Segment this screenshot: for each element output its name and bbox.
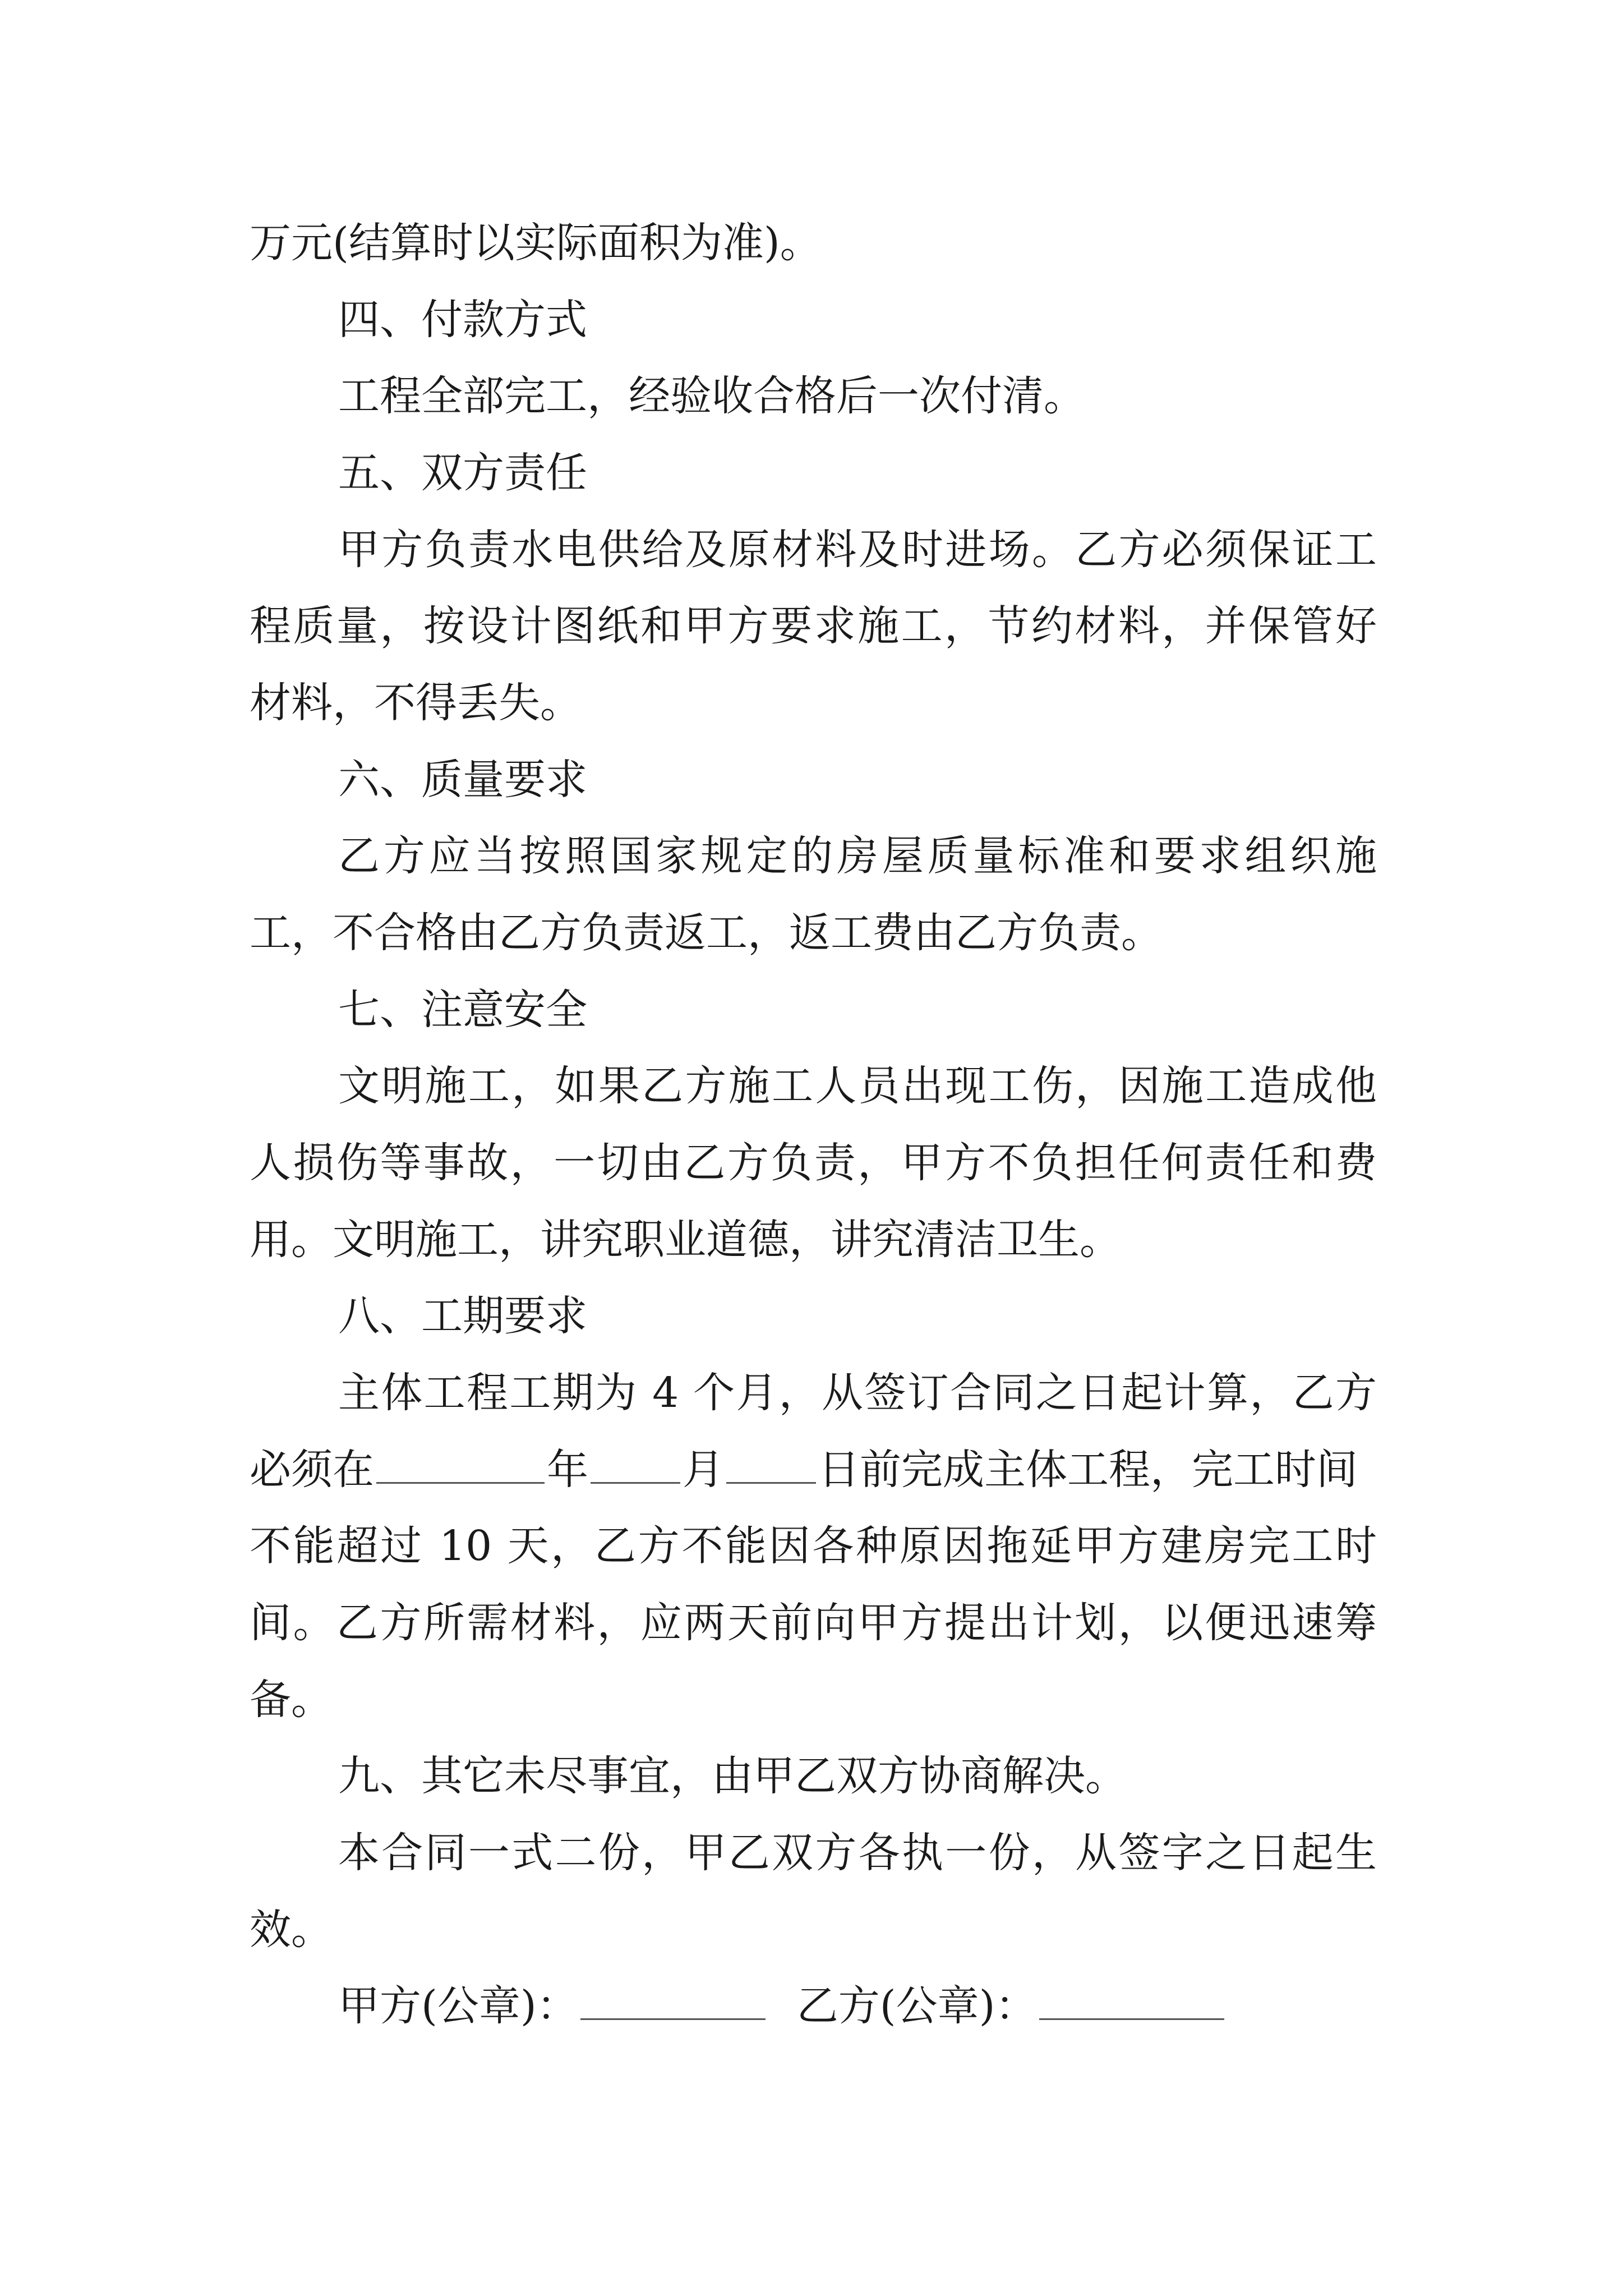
party-b-label: 乙方(公章)： (796, 1982, 1037, 2030)
section-heading-other: 九、其它未尽事宜，由甲乙双方协商解决。 (338, 1752, 1127, 1800)
paragraph-line: 效。 (250, 1906, 333, 1954)
paragraph-line: 人损伤等事故，一切由乙方负责，甲方不负担任何责任和费 (250, 1139, 1377, 1187)
paragraph-line-with-blanks (250, 1442, 1358, 1498)
paragraph-line: 甲方负责水电供给及原材料及时进场。乙方必须保证工 (338, 526, 1377, 574)
party-b-signature-blank[interactable] (1039, 1979, 1224, 2020)
paragraph-line: 文明施工，如果乙方施工人员出现工伤，因施工造成他 (338, 1062, 1377, 1110)
paragraph-line: 不能超过 10 天，乙方不能因各种原因拖延甲方建房完工时 (250, 1522, 1377, 1570)
signature-line (338, 1978, 1227, 2034)
paragraph-line: 材料，不得丢失。 (250, 679, 582, 727)
section-heading-quality: 六、质量要求 (338, 756, 587, 804)
paragraph-line: 万元(结算时以实际面积为准)。 (250, 219, 822, 267)
line-text: 日前完成主体工程，完工时间 (818, 1446, 1358, 1494)
paragraph-line: 工程全部完工，经验收合格后一次付清。 (338, 372, 1085, 420)
party-a-label: 甲方(公章)： (338, 1982, 578, 2030)
paragraph-line: 乙方应当按照国家规定的房屋质量标准和要求组织施 (338, 832, 1377, 880)
section-heading-payment: 四、付款方式 (338, 296, 587, 344)
paragraph-line: 间。乙方所需材料，应两天前向甲方提出计划，以便迅速筹 (250, 1599, 1377, 1647)
party-a-signature-blank[interactable] (580, 1979, 766, 2020)
line-text: 年 (547, 1446, 588, 1494)
line-text: 月 (683, 1446, 724, 1494)
paragraph-line: 程质量，按设计图纸和甲方要求施工，节约材料，并保管好 (250, 602, 1377, 650)
section-heading-schedule: 八、工期要求 (338, 1292, 587, 1340)
paragraph-line: 主体工程工期为 4 个月，从签订合同之日起计算，乙方 (338, 1369, 1377, 1417)
month-blank[interactable] (591, 1443, 680, 1484)
paragraph-line: 本合同一式二份，甲乙双方各执一份，从签字之日起生 (338, 1829, 1377, 1877)
paragraph-line: 用。文明施工，讲究职业道德，讲究清洁卫生。 (250, 1216, 1121, 1264)
line-text: 必须在 (250, 1446, 374, 1494)
day-blank[interactable] (726, 1443, 816, 1484)
paragraph-line: 工，不合格由乙方负责返工，返工费由乙方负责。 (250, 909, 1163, 957)
paragraph-line: 备。 (250, 1676, 333, 1724)
year-blank[interactable] (376, 1443, 545, 1484)
section-heading-safety: 七、注意安全 (338, 986, 587, 1034)
section-heading-responsibilities: 五、双方责任 (338, 449, 587, 497)
